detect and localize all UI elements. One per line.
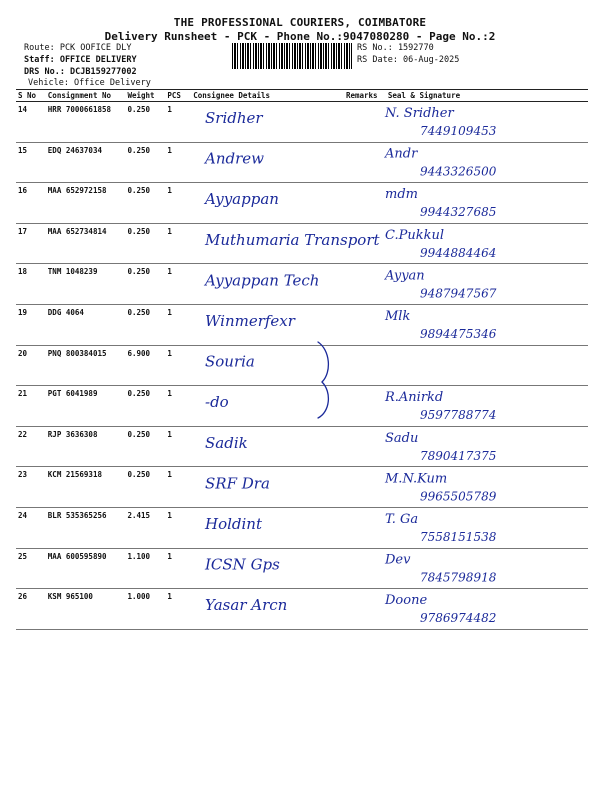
remarks-cell xyxy=(344,142,386,183)
remarks-cell xyxy=(344,183,386,224)
signature-handwriting: Dev xyxy=(385,552,411,568)
consignee-handwriting: ICSN Gps xyxy=(205,555,280,574)
signature-handwriting: C.Pukkul xyxy=(385,227,445,243)
seal-cell xyxy=(386,264,588,305)
weight-cell: 0.250 xyxy=(125,223,165,264)
signature-handwriting: R.Anirkd xyxy=(385,390,444,406)
weight-cell: 2.415 xyxy=(125,507,165,548)
consignee-cell xyxy=(191,102,344,143)
consignment-cell: RJP 3636308 xyxy=(46,426,126,467)
consignee-handwriting: SRF Dra xyxy=(205,474,270,493)
consignment-cell: MAA 652972158 xyxy=(46,183,126,224)
table-row xyxy=(16,102,588,143)
remarks-cell xyxy=(344,264,386,305)
col-remarks: Remarks xyxy=(344,90,386,102)
phone-handwriting: 9894475346 xyxy=(420,327,497,341)
remarks-cell xyxy=(344,223,386,264)
remarks-cell xyxy=(344,467,386,508)
consignee-handwriting: Ayyappan Tech xyxy=(205,271,320,290)
sno-cell: 19 xyxy=(16,304,46,345)
remarks-cell xyxy=(344,426,386,467)
consignee-cell xyxy=(191,589,344,630)
seal-cell xyxy=(386,304,588,345)
col-pcs: PCS xyxy=(165,90,191,102)
sno-cell: 22 xyxy=(16,426,46,467)
col-consignee: Consignee Details xyxy=(191,90,344,102)
sno-cell: 15 xyxy=(16,142,46,183)
drs-label: DRS No.: DCJB159277002 xyxy=(24,67,137,77)
consignment-cell: MAA 600595890 xyxy=(46,548,126,589)
remarks-cell xyxy=(344,386,386,427)
sno-cell: 21 xyxy=(16,386,46,427)
table-header-row xyxy=(16,90,588,102)
col-weight: Weight xyxy=(125,90,165,102)
weight-cell: 0.250 xyxy=(125,264,165,305)
staff-label: Staff: OFFICE DELIVERY xyxy=(24,55,137,65)
table-row xyxy=(16,264,588,305)
seal-cell xyxy=(386,102,588,143)
consignment-cell: KCM 21569318 xyxy=(46,467,126,508)
table-row xyxy=(16,548,588,589)
table-row xyxy=(16,223,588,264)
consignee-handwriting: Muthumaria Transport xyxy=(205,230,380,249)
table-row xyxy=(16,142,588,183)
consignee-cell xyxy=(191,345,344,386)
sno-cell: 16 xyxy=(16,183,46,224)
signature-handwriting: T. Ga xyxy=(385,512,419,527)
phone-handwriting: 9944884464 xyxy=(420,245,497,260)
signature-handwriting: N. Sridher xyxy=(385,106,454,121)
consignment-cell: DDG 4064 xyxy=(46,304,126,345)
consignment-cell: EDQ 24637034 xyxy=(46,142,126,183)
pcs-cell: 1 xyxy=(165,548,191,589)
seal-cell xyxy=(386,426,588,467)
weight-cell: 0.250 xyxy=(125,386,165,427)
weight-cell: 0.250 xyxy=(125,102,165,143)
consignee-cell xyxy=(191,183,344,224)
pcs-cell: 1 xyxy=(165,589,191,630)
route-label: Route: PCK OOFICE DLY xyxy=(24,43,132,53)
sno-cell: 26 xyxy=(16,589,46,630)
weight-cell: 0.250 xyxy=(125,142,165,183)
consignment-cell: TNM 1048239 xyxy=(46,264,126,305)
pcs-cell: 1 xyxy=(165,223,191,264)
consignment-cell: BLR 535365256 xyxy=(46,507,126,548)
col-sno: S No xyxy=(16,90,46,102)
phone-handwriting: 7890417375 xyxy=(420,448,497,463)
seal-cell xyxy=(386,386,588,427)
sno-cell: 18 xyxy=(16,264,46,305)
weight-cell: 0.250 xyxy=(125,304,165,345)
consignment-cell: PNQ 800384015 xyxy=(46,345,126,386)
signature-handwriting: Doone xyxy=(385,593,428,609)
table-row xyxy=(16,467,588,508)
remarks-cell xyxy=(344,345,386,386)
consignee-handwriting: Winmerfexr xyxy=(205,312,295,330)
remarks-cell xyxy=(344,304,386,345)
sno-cell: 14 xyxy=(16,102,46,143)
consignee-cell xyxy=(191,507,344,548)
consignee-handwriting: Sadik xyxy=(205,433,248,452)
consignment-cell: PGT 6041989 xyxy=(46,386,126,427)
runsheet-subtitle: Delivery Runsheet - PCK - Phone No.:9047080280 - Page No.:2 xyxy=(104,30,496,43)
phone-handwriting: 7449109453 xyxy=(420,124,497,138)
phone-handwriting: 7845798918 xyxy=(420,570,497,585)
sno-cell: 20 xyxy=(16,345,46,386)
table-row xyxy=(16,345,588,386)
seal-cell xyxy=(386,548,588,589)
remarks-cell xyxy=(344,102,386,143)
pcs-cell: 1 xyxy=(165,102,191,143)
barcode xyxy=(232,43,352,69)
seal-cell xyxy=(386,507,588,548)
seal-cell xyxy=(386,589,588,630)
sno-cell: 23 xyxy=(16,467,46,508)
consignee-cell xyxy=(191,304,344,345)
consignee-handwriting: Ayyappan xyxy=(205,190,279,209)
phone-handwriting: 9786974482 xyxy=(420,611,497,626)
col-seal: Seal & Signature xyxy=(386,90,588,102)
pcs-cell: 1 xyxy=(165,142,191,183)
consignee-cell xyxy=(191,426,344,467)
table-row xyxy=(16,589,588,630)
phone-handwriting: 7558151538 xyxy=(420,530,497,544)
table-row xyxy=(16,507,588,548)
sno-cell: 24 xyxy=(16,507,46,548)
consignment-cell: HRR 7000661858 xyxy=(46,102,126,143)
seal-cell xyxy=(386,467,588,508)
table-row xyxy=(16,386,588,427)
seal-cell xyxy=(386,223,588,264)
sno-cell: 25 xyxy=(16,548,46,589)
phone-handwriting: 9443326500 xyxy=(420,164,497,179)
sno-cell: 17 xyxy=(16,223,46,264)
seal-cell xyxy=(386,142,588,183)
weight-cell: 6.900 xyxy=(125,345,165,386)
phone-handwriting: 9487947567 xyxy=(420,286,497,301)
consignment-cell: KSM 965100 xyxy=(46,589,126,630)
weight-cell: 1.100 xyxy=(125,548,165,589)
consignment-cell: MAA 652734814 xyxy=(46,223,126,264)
consignee-handwriting: Souria xyxy=(205,352,255,371)
delivery-table xyxy=(16,90,588,630)
consignee-handwriting: -do xyxy=(205,393,229,412)
remarks-cell xyxy=(344,589,386,630)
table-row xyxy=(16,426,588,467)
company-title: THE PROFESSIONAL COURIERS, COIMBATORE xyxy=(173,16,427,29)
signature-handwriting: Mlk xyxy=(385,309,411,324)
pcs-cell: 1 xyxy=(165,345,191,386)
signature-handwriting: M.N.Kum xyxy=(385,471,448,487)
consignee-cell xyxy=(191,142,344,183)
phone-handwriting: 9597788774 xyxy=(420,408,497,423)
rs-date: RS Date: 06-Aug-2025 xyxy=(357,55,460,65)
pcs-cell: 1 xyxy=(165,183,191,224)
pcs-cell: 1 xyxy=(165,386,191,427)
seal-cell xyxy=(386,345,588,386)
rs-number: RS No.: 1592770 xyxy=(357,43,434,53)
consignee-cell xyxy=(191,223,344,264)
weight-cell: 1.000 xyxy=(125,589,165,630)
signature-handwriting: Andr xyxy=(385,146,418,162)
signature-handwriting: mdm xyxy=(385,187,418,203)
signature-handwriting: Sadu xyxy=(385,430,419,446)
consignee-handwriting: Andrew xyxy=(205,149,264,168)
consignee-cell xyxy=(191,467,344,508)
consignee-cell xyxy=(191,386,344,427)
pcs-cell: 1 xyxy=(165,264,191,305)
consignee-handwriting: Yasar Arcn xyxy=(205,596,288,615)
consignee-handwriting: Holdint xyxy=(205,515,262,533)
pcs-cell: 1 xyxy=(165,507,191,548)
phone-handwriting: 9965505789 xyxy=(420,489,497,504)
table-row xyxy=(16,304,588,345)
table-row xyxy=(16,183,588,224)
pcs-cell: 1 xyxy=(165,467,191,508)
pcs-cell: 1 xyxy=(165,304,191,345)
pcs-cell: 1 xyxy=(165,426,191,467)
col-consignment: Consignment No xyxy=(46,90,126,102)
remarks-cell xyxy=(344,507,386,548)
weight-cell: 0.250 xyxy=(125,426,165,467)
signature-handwriting: Ayyan xyxy=(385,268,425,284)
consignee-handwriting: Sridher xyxy=(205,109,263,127)
weight-cell: 0.250 xyxy=(125,467,165,508)
phone-handwriting: 9944327685 xyxy=(420,205,497,220)
consignee-cell xyxy=(191,264,344,305)
vehicle-label: Vehicle: Office Delivery xyxy=(28,78,151,88)
remarks-cell xyxy=(344,548,386,589)
seal-cell xyxy=(386,183,588,224)
weight-cell: 0.250 xyxy=(125,183,165,224)
consignee-cell xyxy=(191,548,344,589)
